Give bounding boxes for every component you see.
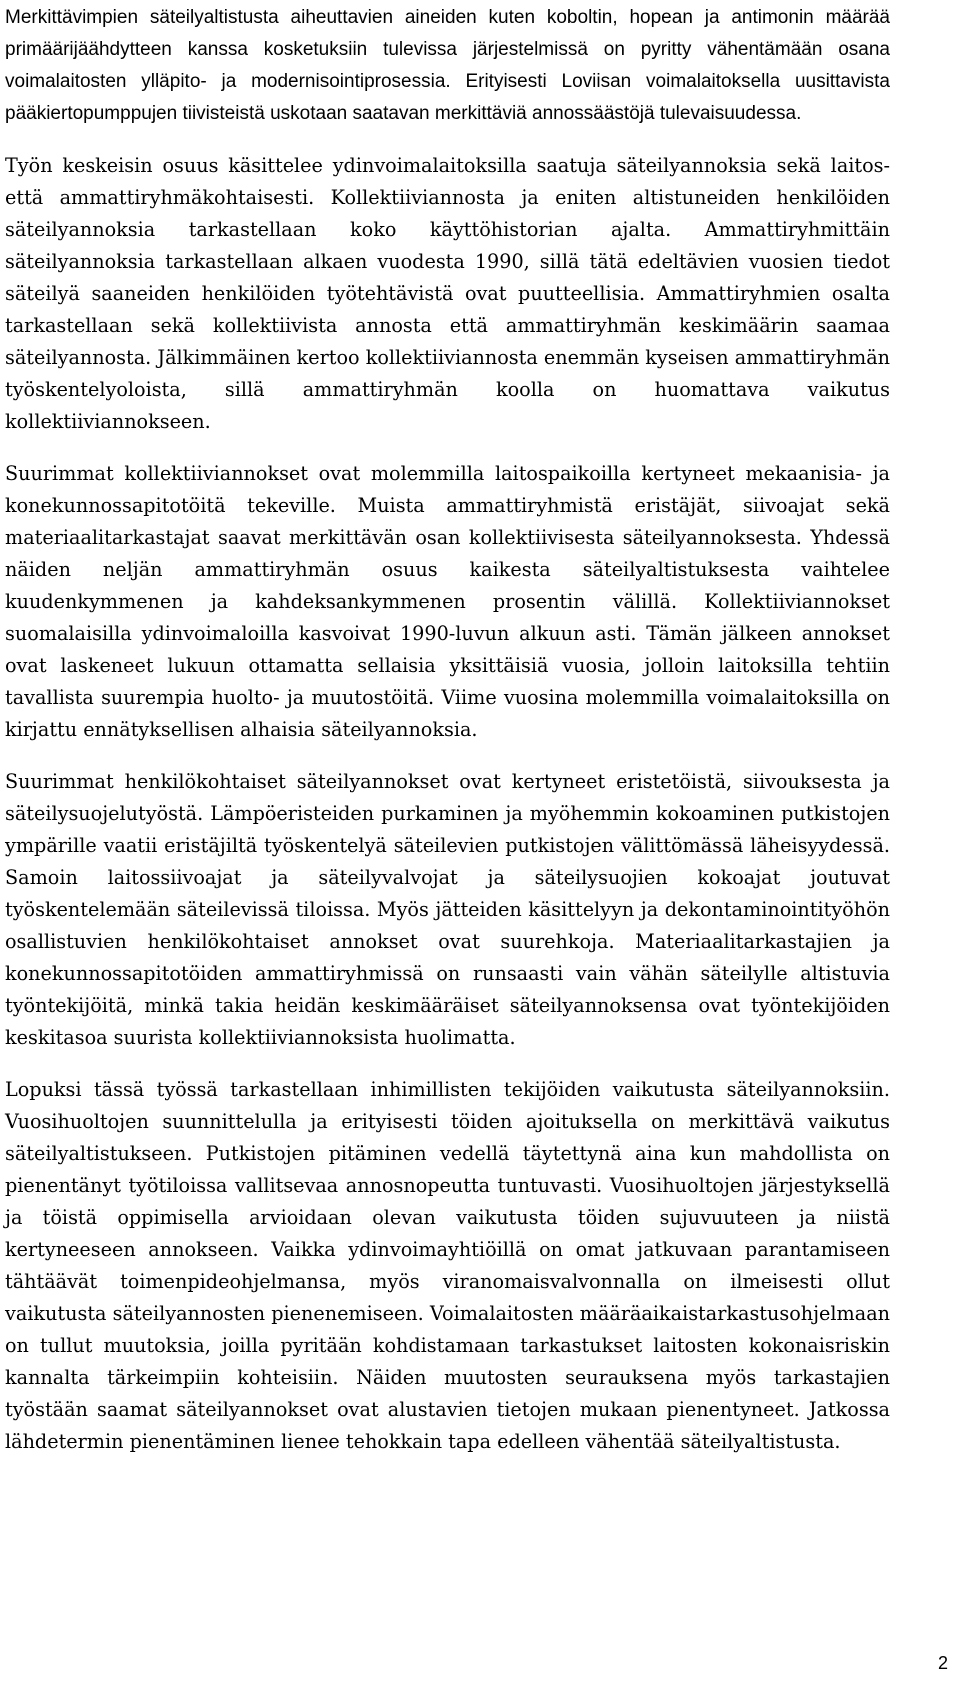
body-text — [5, 2, 890, 1478]
page-number: 2 — [937, 1653, 948, 1673]
paragraph-2: Työn keskeisin osuus käsittelee ydinvoimalaitoksilla saatuja säteilyannoksia sekä laitos- että ammattiryhmäkohtaisesti. Kollektiiviannosta ja eniten altistuneiden henkilöiden säteilyannoksia tarkastellaan koko käyttöhistorian ajalta. Ammattiryhmittäin säteilyannoksia tarkastellaan alkaen vuodesta 1990, sillä tätä edeltävien vuosien tiedot säteilyä saaneiden henkilöiden työtehtävistä ovat puutteellisia. Ammattiryhmien osalta tarkastellaan sekä kollektiivista annosta että ammattiryhmän keskimäärin saamaa säteilyannosta. Jälkimmäinen kertoo kollektiiviannosta enemmän kyseisen ammattiryhmän työskentelyoloista, sillä ammattiryhmän koolla on huomattava vaikutus kollektiiviannokseen. — [5, 154, 890, 433]
paragraph-5: Lopuksi tässä työssä tarkastellaan inhimillisten tekijöiden vaikutusta säteilyannoksiin. Vuosihuoltojen suunnittelulla ja erityisesti töiden ajoituksella on merkittävä vaikutus säteilyaltistukseen. Putkistojen pitäminen vedellä täytettynä aina kun mahdollista on pienentänyt työtiloissa vallitsevaa annosnopeutta tuntuvasti. Vuosihuoltojen järjestyksellä ja töistä oppimisella arvioidaan olevan vaikutusta töiden sujuvuuteen ja niistä kertyneeseen annokseen. Vaikka ydinvoimayhtiöillä on omat jatkuvaan parantamiseen tähtäävät toimenpideohjelmansa, myös viranomaisvalvonnalla on ilmeisesti ollut vaikutusta säteilyannosten pienenemiseen. Voimalaitosten määräaikaistarkastusohjelmaan on tullut muutoksia, joilla pyritään kohdistamaan tarkastukset laitosten kokonaisriskin kannalta tärkeimpiin kohteisiin. Näiden muutosten seurauksena myös tarkastajien työstään saamat säteilyannokset ovat alustavien tietojen mukaan pienentyneet. Jatkossa lähdetermin pienentäminen lienee tehokkain tapa edelleen vähentää säteilyaltistusta. — [5, 1078, 890, 1453]
paragraph-1: Merkittävimpien säteilyaltistusta aiheuttavien aineiden kuten koboltin, hopean ja antimonin määrää primäärijäähdytteen kanssa kosketuksiin tulevissa järjestelmissä on pyritty vähentämään osana voimalaitosten ylläpito- ja modernisointiprosessia. Erityisesti Loviisan voimalaitoksella uusittavista pääkiertopumppujen tiivisteistä uskotaan saatavan merkittäviä annossäästöjä tulevaisuudessa. — [5, 7, 890, 124]
paragraph-3: Suurimmat kollektiiviannokset ovat molemmilla laitospaikoilla kertyneet mekaanisia- ja konekunnossapitotöitä tekeville. Muista ammattiryhmistä eristäjät, siivoajat sekä materiaalitarkastajat saavat merkittävän osan kollektiivisesta säteilyannoksesta. Yhdessä näiden neljän ammattiryhmän osuus kaikesta säteilyaltistuksesta vaihtelee kuudenkymmenen ja kahdeksankymmenen prosentin välillä. Kollektiiviannokset suomalaisilla ydinvoimaloilla kasvoivat 1990-luvun alkuun asti. Tämän jälkeen annokset ovat laskeneet lukuun ottamatta sellaisia yksittäisiä vuosia, jolloin laitoksilla tehtiin tavallista suurempia huolto- ja muutostöitä. Viime vuosina molemmilla voimalaitoksilla on kirjattu ennätyksellisen alhaisia säteilyannoksia. — [5, 462, 890, 741]
paragraph-4: Suurimmat henkilökohtaiset säteilyannokset ovat kertyneet eristetöistä, siivouksesta ja säteilysuojelutyöstä. Lämpöeristeiden purkaminen ja myöhemmin kokoaminen putkistojen ympärille vaatii eristäjiltä työskentelyä säteilevien putkistojen välittömässä läheisyydessä. Samoin laitossiivoajat ja säteilyvalvojat ja säteilysuojien kokoajat joutuvat työskentelemään säteilevissä tiloissa. Myös jätteiden käsittelyyn ja dekontaminointityöhön osallistuvien henkilökohtaiset annokset ovat suurehkoja. Materiaalitarkastajien ja konekunnossapitotöiden ammattiryhmissä on runsaasti vain vähän säteilylle altistuvia työntekijöitä, minkä takia heidän keskimääräiset säteilyannoksensa ovat työntekijöiden keskitasoa suurista kollektiiviannoksista huolimatta. — [5, 770, 890, 1049]
